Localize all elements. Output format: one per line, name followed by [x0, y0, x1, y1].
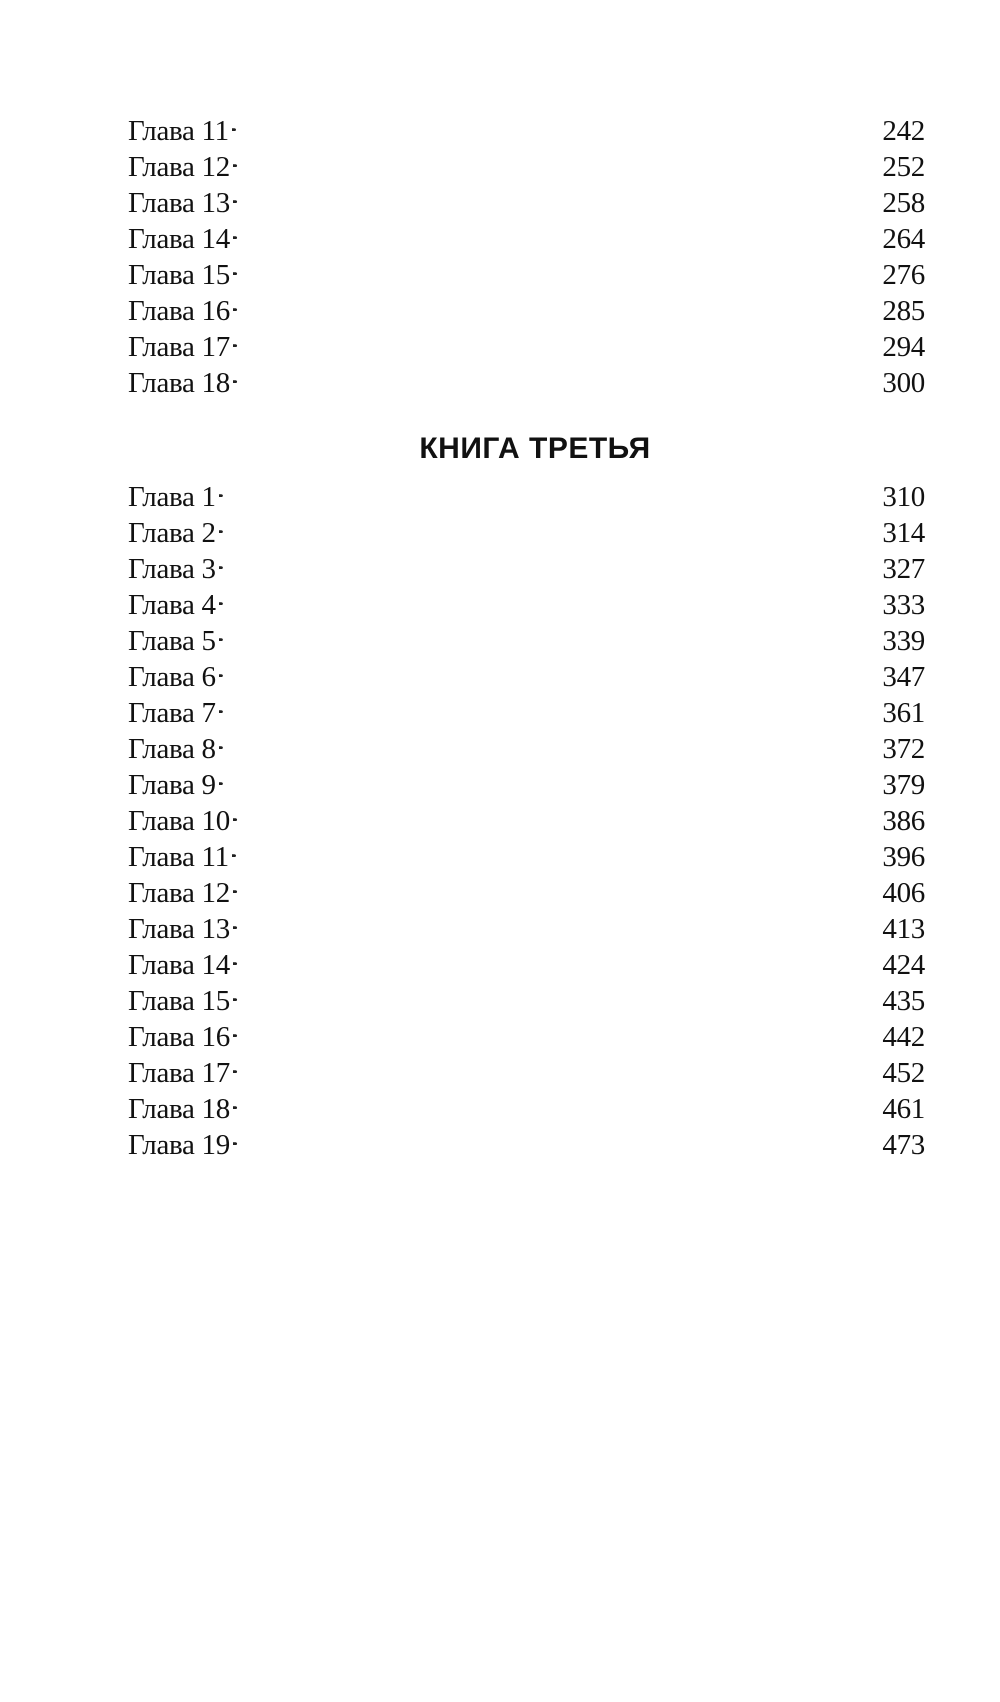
dot-leader [233, 902, 879, 938]
dot-leader [233, 974, 879, 1010]
toc-entry[interactable] [128, 506, 925, 549]
dot-leader [219, 578, 880, 614]
toc-entry[interactable] [128, 686, 925, 729]
chapter-title: Глава 11 [128, 841, 229, 873]
toc-entry[interactable] [128, 356, 925, 399]
toc-entry[interactable] [128, 140, 925, 183]
page-number: 252 [882, 151, 925, 183]
chapter-title: Глава 15 [128, 985, 230, 1017]
toc-entry[interactable] [128, 176, 925, 219]
chapter-title: Глава 1 [128, 481, 216, 513]
chapter-title: Глава 4 [128, 589, 216, 621]
page-number: 258 [882, 187, 925, 219]
toc-entry[interactable] [128, 578, 925, 621]
chapter-title: Глава 8 [128, 733, 216, 765]
chapter-title: Глава 5 [128, 625, 216, 657]
chapter-title: Глава 7 [128, 697, 216, 729]
toc-entry[interactable] [128, 542, 925, 585]
toc-entry[interactable] [128, 248, 925, 291]
page-number: 300 [882, 367, 925, 399]
dot-leader [233, 866, 879, 902]
page-number: 285 [882, 295, 925, 327]
page-number: 310 [882, 481, 925, 513]
dot-leader [219, 686, 880, 722]
page-number: 294 [882, 331, 925, 363]
chapter-title: Глава 19 [128, 1129, 230, 1161]
page-number: 396 [882, 841, 925, 873]
toc-entry[interactable] [128, 758, 925, 801]
dot-leader [219, 542, 880, 578]
page-number: 406 [882, 877, 925, 909]
toc-entry[interactable] [128, 794, 925, 837]
dot-leader [233, 320, 879, 356]
toc-entry[interactable] [128, 470, 925, 513]
dot-leader [219, 722, 880, 758]
page-number: 452 [882, 1057, 925, 1089]
page-number: 424 [882, 949, 925, 981]
chapter-title: Глава 14 [128, 223, 230, 255]
chapter-title: Глава 18 [128, 1093, 230, 1125]
toc-entry[interactable] [128, 212, 925, 255]
dot-leader [219, 506, 880, 542]
chapter-title: Глава 12 [128, 877, 230, 909]
chapter-title: Глава 2 [128, 517, 216, 549]
page-number: 361 [882, 697, 925, 729]
page-number: 372 [882, 733, 925, 765]
page-number: 386 [882, 805, 925, 837]
toc-entry[interactable] [128, 938, 925, 981]
dot-leader [233, 1118, 879, 1154]
toc-entry[interactable] [128, 650, 925, 693]
dot-leader [233, 938, 879, 974]
book-three-heading: КНИГА ТРЕТЬЯ [419, 432, 651, 465]
toc-entry[interactable] [128, 974, 925, 1017]
chapter-title: Глава 17 [128, 331, 230, 363]
chapter-title: Глава 16 [128, 295, 230, 327]
page-number: 333 [882, 589, 925, 621]
dot-leader [233, 212, 879, 248]
page-number: 347 [882, 661, 925, 693]
chapter-title: Глава 11 [128, 115, 229, 147]
page-number: 379 [882, 769, 925, 801]
chapter-title: Глава 3 [128, 553, 216, 585]
dot-leader [233, 140, 879, 176]
chapter-title: Глава 6 [128, 661, 216, 693]
page-number: 435 [882, 985, 925, 1017]
toc-entry[interactable] [128, 866, 925, 909]
page-number: 276 [882, 259, 925, 291]
dot-leader [233, 356, 879, 392]
chapter-title: Глава 13 [128, 187, 230, 219]
dot-leader [233, 1082, 879, 1118]
chapter-title: Глава 16 [128, 1021, 230, 1053]
page-number: 461 [882, 1093, 925, 1125]
chapter-title: Глава 12 [128, 151, 230, 183]
toc-entry[interactable] [128, 1010, 925, 1053]
page-number: 314 [882, 517, 925, 549]
toc-entry[interactable] [128, 830, 925, 873]
page-number: 264 [882, 223, 925, 255]
page-number: 327 [882, 553, 925, 585]
dot-leader [219, 650, 880, 686]
toc-entry[interactable] [128, 722, 925, 765]
page-number: 339 [882, 625, 925, 657]
page-number: 242 [882, 115, 925, 147]
chapter-title: Глава 10 [128, 805, 230, 837]
dot-leader [233, 284, 879, 320]
chapter-title: Глава 13 [128, 913, 230, 945]
page-number: 413 [882, 913, 925, 945]
toc-entry[interactable] [128, 284, 925, 327]
dot-leader [219, 758, 880, 794]
chapter-title: Глава 15 [128, 259, 230, 291]
dot-leader [232, 830, 880, 866]
dot-leader [232, 104, 880, 140]
dot-leader [233, 794, 879, 830]
dot-leader [219, 470, 880, 506]
chapter-title: Глава 17 [128, 1057, 230, 1089]
page-number: 473 [882, 1129, 925, 1161]
toc-entry[interactable] [128, 1082, 925, 1125]
page-number: 442 [882, 1021, 925, 1053]
toc-entry[interactable] [128, 320, 925, 363]
toc-entry[interactable] [128, 902, 925, 945]
toc-entry[interactable] [128, 1046, 925, 1089]
toc-entry[interactable] [128, 1118, 925, 1161]
chapter-title: Глава 18 [128, 367, 230, 399]
toc-entry[interactable] [128, 104, 925, 147]
dot-leader [233, 248, 879, 284]
dot-leader [233, 176, 879, 212]
toc-previous-book-list [128, 104, 925, 399]
chapter-title: Глава 14 [128, 949, 230, 981]
dot-leader [219, 614, 880, 650]
toc-entry[interactable] [128, 614, 925, 657]
chapter-title: Глава 9 [128, 769, 216, 801]
toc-book-three-list [128, 470, 925, 1161]
dot-leader [233, 1010, 879, 1046]
dot-leader [233, 1046, 879, 1082]
